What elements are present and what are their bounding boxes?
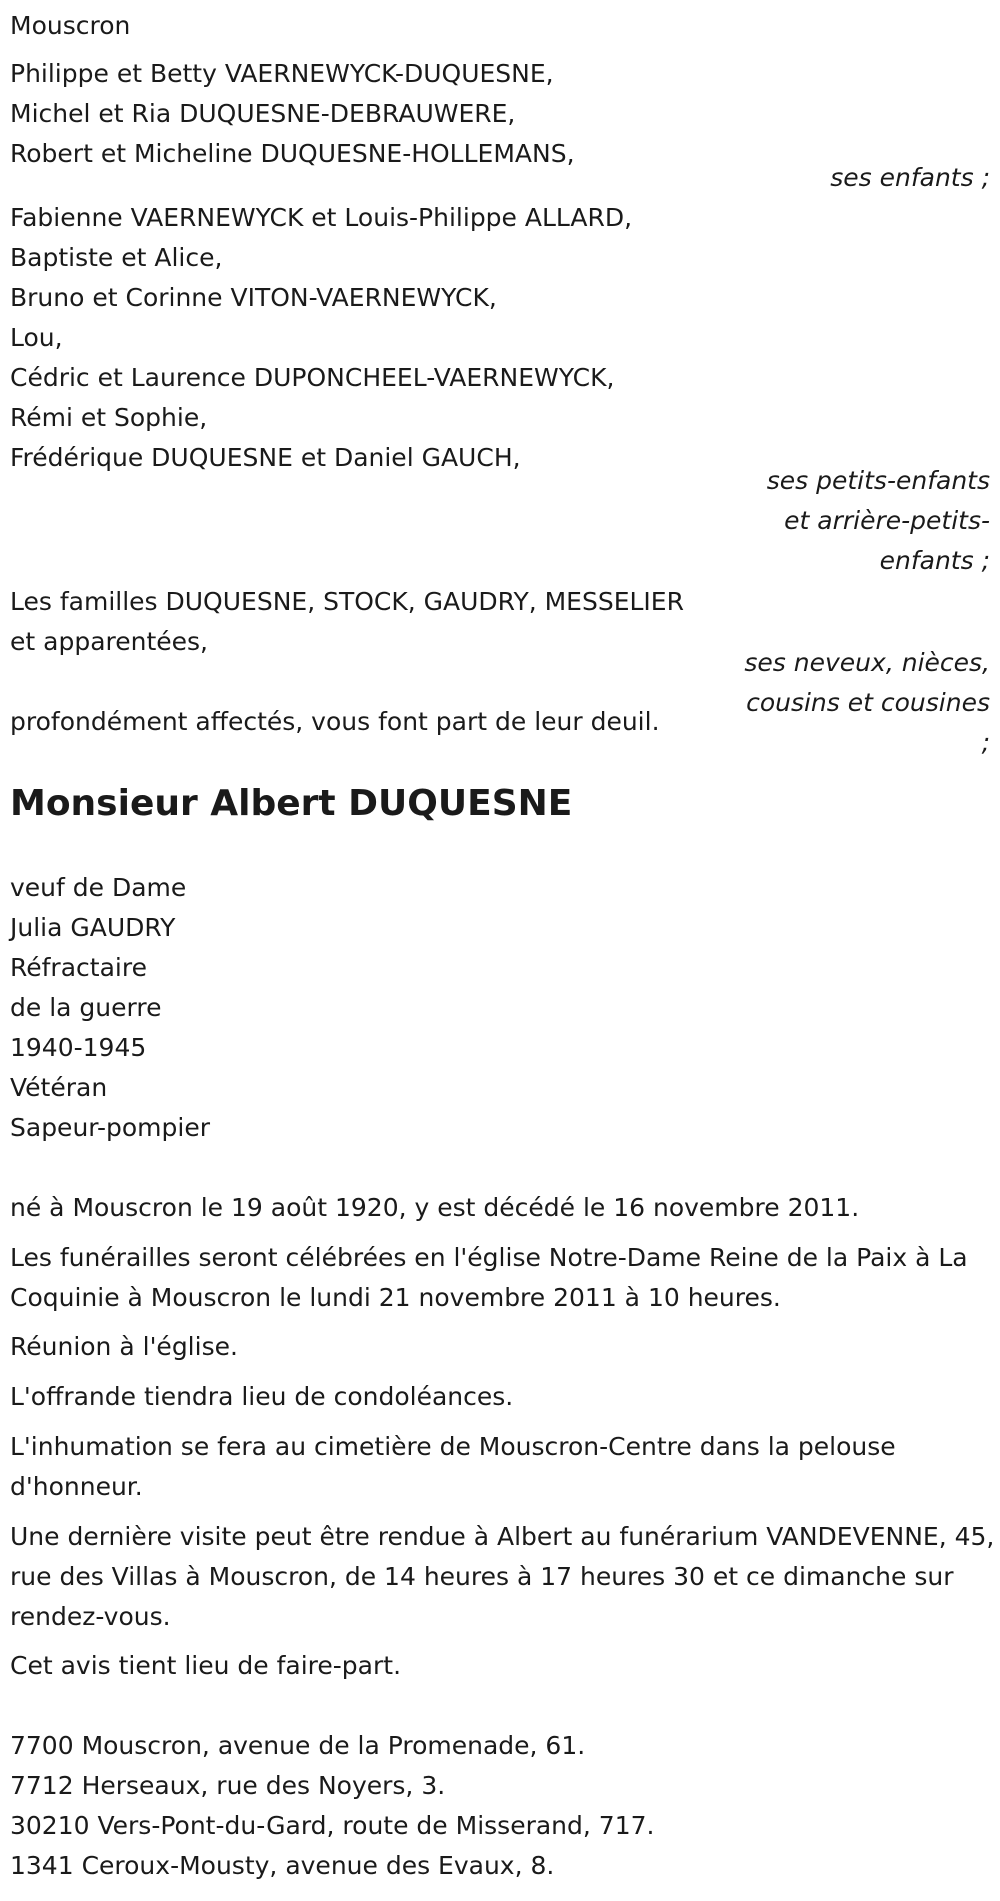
grandchild-line: Rémi et Sophie,: [10, 403, 208, 432]
grandchild-line: Baptiste et Alice,: [10, 243, 223, 272]
detail-line: veuf de Dame: [10, 873, 187, 902]
child-line: Philippe et Betty VAERNEWYCK-DUQUESNE,: [10, 59, 554, 88]
burial-paragraph: L'inhumation se fera au cimetière de Mouscron-Centre dans la pelouse d'honneur.: [10, 1432, 896, 1501]
address-line: 30210 Vers-Pont-du-Gard, route de Misserand, 717.: [10, 1811, 655, 1840]
grandchildren-section: [10, 198, 990, 478]
child-line: Michel et Ria DUQUESNE-DEBRAUWERE,: [10, 99, 516, 128]
detail-line: 1940-1945: [10, 1033, 147, 1062]
deceased-name: Monsieur Albert DUQUESNE: [10, 783, 573, 824]
detail-line: Réfractaire: [10, 953, 147, 982]
addresses-section: [10, 1726, 990, 1886]
families-role: ses neveux, nièces, cousins et cousines ;: [744, 648, 990, 757]
families-closing: profondément affectés, vous font part de leur deuil.: [10, 707, 660, 736]
children-section: [10, 54, 990, 174]
city-heading: Mouscron: [10, 11, 131, 40]
children-role: ses enfants ;: [830, 163, 990, 192]
detail-line: Sapeur-pompier: [10, 1113, 210, 1142]
detail-line: Vétéran: [10, 1073, 108, 1102]
grandchild-line: Lou,: [10, 323, 63, 352]
grandchild-line: Fabienne VAERNEWYCK et Louis-Philippe ALLARD,: [10, 203, 633, 232]
offering-paragraph: L'offrande tiendra lieu de condoléances.: [10, 1382, 514, 1411]
grandchild-line: Frédérique DUQUESNE et Daniel GAUCH,: [10, 443, 521, 472]
address-line: 7700 Mouscron, avenue de la Promenade, 61.: [10, 1731, 586, 1760]
funeral-paragraph: Les funérailles seront célébrées en l'église Notre-Dame Reine de la Paix à La Coquinie à Mouscron le lundi 21 novembre 2011 à 10 heures.: [10, 1243, 968, 1312]
family-line: Les familles DUQUESNE, STOCK, GAUDRY, MESSELIER: [10, 587, 684, 616]
deceased-details: [10, 868, 990, 1148]
grandchild-line: Cédric et Laurence DUPONCHEEL-VAERNEWYCK,: [10, 363, 615, 392]
family-line: et apparentées,: [10, 627, 208, 656]
detail-line: Julia GAUDRY: [10, 913, 176, 942]
grandchild-line: Bruno et Corinne VITON-VAERNEWYCK,: [10, 283, 497, 312]
detail-line: de la guerre: [10, 993, 162, 1022]
address-line: 1341 Ceroux-Mousty, avenue des Evaux, 8.: [10, 1851, 555, 1880]
visit-paragraph: Une dernière visite peut être rendue à Albert au funérarium VANDEVENNE, 45, rue des Villas à Mouscron, de 14 heures à 17 heures 30 et ce dimanche sur rendez-vous.: [10, 1522, 995, 1631]
notice-paragraph: Cet avis tient lieu de faire-part.: [10, 1651, 402, 1680]
grandchildren-role: ses petits-enfants et arrière-petits-enfants ;: [766, 466, 990, 575]
birth-death-paragraph: né à Mouscron le 19 août 1920, y est décédé le 16 novembre 2011.: [10, 1193, 860, 1222]
child-line: Robert et Micheline DUQUESNE-HOLLEMANS,: [10, 139, 575, 168]
meeting-paragraph: Réunion à l'église.: [10, 1332, 238, 1361]
address-line: 7712 Herseaux, rue des Noyers, 3.: [10, 1771, 446, 1800]
